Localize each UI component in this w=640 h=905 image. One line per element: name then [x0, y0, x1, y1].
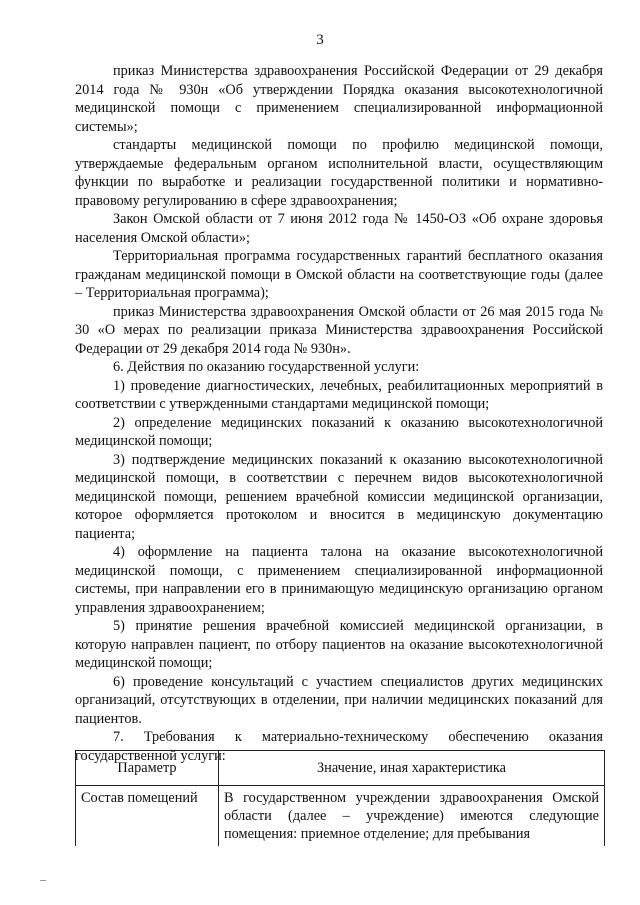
paragraph: стандарты медицинской помощи по профилю медицинской помощи, утверждаемые федеральным органом исполнительной власти, осуществляющим функции по выработке и реализации государственной политики и нормативно-правовому регулированию в сфере здравоохранения; — [75, 137, 603, 209]
paragraph: 2) определение медицинских показаний к оказанию высокотехнологичной медицинской помощи; — [75, 414, 603, 449]
table-header-value: Значение, иная характеристика — [219, 751, 605, 786]
paragraph: 1) проведение диагностических, лечебных, реабилитационных мероприятий в соответствии с утвержденными стандартами медицинской помощи; — [75, 377, 603, 412]
page-number: 3 — [316, 32, 324, 48]
paragraph: 5) принятие решения врачебной комиссией медицинской организации, в которую направлен пациент, по отбору пациентов на оказание высокотехнологичной медицинской помощи; — [75, 618, 603, 671]
paragraph: приказ Министерства здравоохранения Российской Федерации от 29 декабря 2014 года № 930н «Об утверждении Порядка оказания высокотехнологичной медицинской помощи с применением специализированной информационной системы»; — [75, 63, 603, 135]
paragraph: 6) проведение консультаций с участием специалистов других медицинских организаций, отсутствующих в отделении, при наличии медицинских показаний для пациентов. — [75, 673, 603, 727]
table-header-row — [76, 751, 605, 786]
table-header-parameter: Параметр — [76, 751, 219, 786]
document-body — [75, 62, 603, 765]
paragraph: приказ Министерства здравоохранения Омской области от 26 мая 2015 года № 30 «О мерах по реализации приказа Министерства здравоохранения Российской Федерации от 29 декабря 2014 года № 930н». — [75, 303, 603, 357]
table-cell-parameter: Состав помещений — [76, 786, 219, 847]
paragraph: Закон Омской области от 7 июня 2012 года № 1450-ОЗ «Об охране здоровья населения Омской области»; — [75, 211, 603, 246]
scan-mark — [40, 880, 46, 881]
table-cell-value: В государственном учреждении здравоохранения Омской области (далее – учреждение) имеются следующие помещения: приемное отделение; для пребывания — [219, 786, 605, 847]
requirements-table — [75, 750, 605, 846]
paragraph: 4) оформление на пациента талона на оказание высокотехнологичной медицинской помощи, с применением специализированной информационной системы, при направлении его в принимающую медицинскую организацию органом управления здравоохранением; — [75, 544, 603, 616]
paragraph: Территориальная программа государственных гарантий бесплатного оказания гражданам медицинской помощи в Омской области на соответствующие годы (далее – Территориальная программа); — [75, 248, 603, 301]
table-row — [76, 786, 605, 847]
paragraph: 3) подтверждение медицинских показаний к оказанию высокотехнологичной медицинской помощи, в соответствии с перечнем видов высокотехнологичной медицинской помощи, решением врачебной комиссии медицинской организации, которое оформляется протоколом и вносится в медицинскую документацию пациента; — [75, 451, 603, 542]
paragraph: 7. Требования к материально-техническому обеспечению оказания государственной услуги: — [75, 729, 603, 764]
paragraph: 6. Действия по оказанию государственной услуги: — [113, 359, 420, 375]
